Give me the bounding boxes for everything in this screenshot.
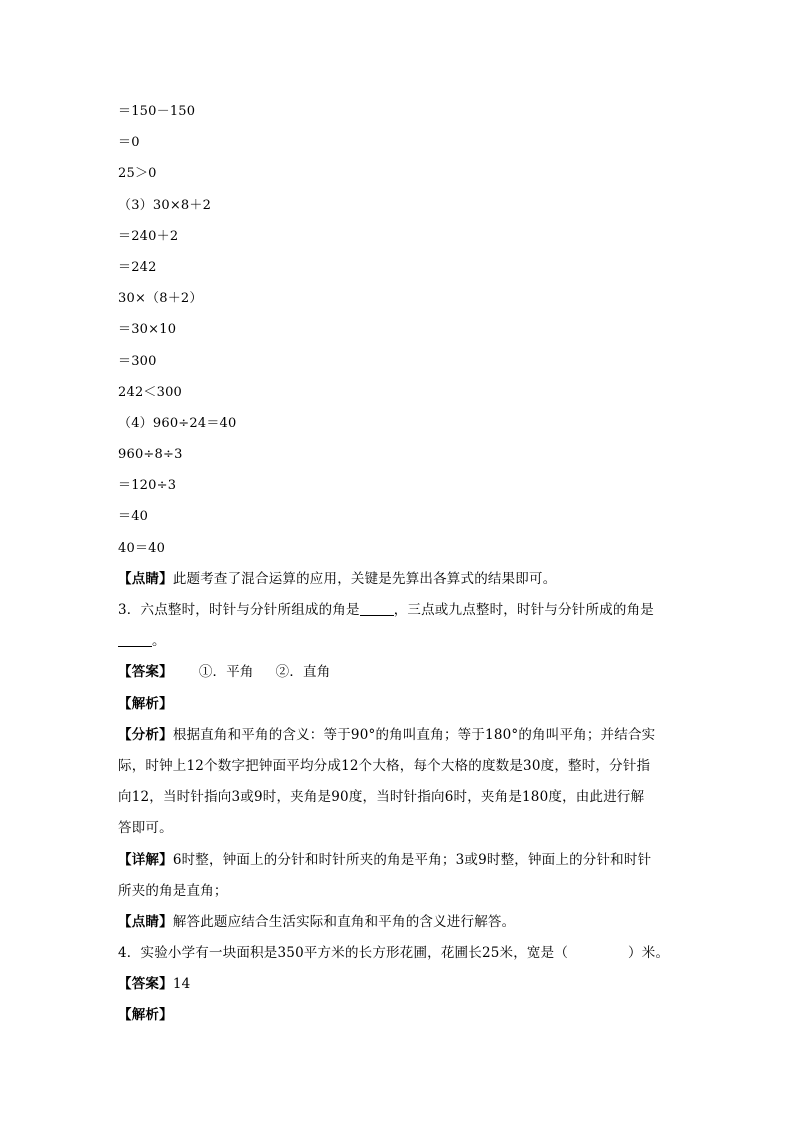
remark-text: 解答此题应结合生活实际和直角和平角的含义进行解答。 (172, 913, 516, 930)
calc-line: ＝30×10 (118, 322, 177, 338)
analysis-tag: 【分析】 (118, 726, 173, 743)
remark-line-2 (118, 907, 678, 938)
detail-text: 6时整，钟面上的分针和时针所夹的角是平角；3或9时整，钟面上的分针和时针 (172, 851, 652, 868)
analysis-text: 根据直角和平角的含义：等于90°的角叫直角；等于180°的角叫平角；并结合实 (172, 726, 656, 743)
answer-line (118, 657, 678, 688)
remark-tag: 【点睛】 (118, 570, 173, 587)
calc-line: ＝240＋2 (118, 228, 179, 244)
answer-blank-2 (118, 632, 152, 647)
detail-tag: 【详解】 (118, 851, 173, 868)
analysis-line-4: 答即可。 (118, 820, 173, 837)
answer-tag: 【答案】 (118, 976, 173, 993)
remark-tag: 【点睛】 (118, 913, 173, 930)
calc-line: 40＝40 (118, 540, 166, 556)
calc-line: （4）960÷24＝40 (118, 415, 237, 431)
calc-line: 30×（8＋2） (118, 291, 203, 307)
answer-value: 14 (172, 976, 191, 993)
question-3-part1: 3．六点整时，时针与分针所组成的角是 (118, 602, 360, 618)
question-4-text: 4．实验小学有一块面积是350平方米的长方形花圃，花圃长25米，宽是（ (118, 945, 569, 962)
calc-line: ＝120÷3 (118, 478, 177, 494)
question-4-end: ）米。 (628, 945, 670, 962)
calc-line: 960÷8÷3 (118, 447, 183, 463)
document-page (118, 96, 678, 1032)
jiexi-heading: 【解析】 (118, 695, 173, 712)
answer-blank-1 (360, 601, 394, 616)
calc-line: ＝150－150 (118, 104, 196, 119)
calc-line: （3）30×8＋2 (118, 197, 212, 213)
calc-line: ＝300 (118, 353, 157, 369)
analysis-line-1 (118, 720, 678, 751)
calc-line: 242＜300 (118, 384, 183, 400)
detail-line-1 (118, 845, 678, 876)
remark-text: 此题考查了混合运算的应用，关键是先算出各算式的结果即可。 (172, 570, 557, 587)
calc-line: 25＞0 (118, 166, 157, 182)
calc-line: ＝0 (118, 135, 140, 151)
question-3-part2: ，三点或九点整时，时针与分针所成的角是 (393, 602, 655, 618)
analysis-line-2: 际，时钟上12个数字把钟面平均分成12个大格，每个大格的度数是30度，整时，分针指 (118, 757, 651, 774)
answer-line-4 (118, 969, 678, 1000)
question-3-end: 。 (152, 633, 166, 650)
question-4-line (118, 938, 678, 969)
answer-option-1: ①．平角 (198, 664, 254, 681)
detail-line-2: 所夹的角是直角； (118, 882, 228, 899)
answer-option-2: ②．直角 (275, 664, 331, 681)
calc-line: ＝40 (118, 509, 149, 525)
remark-line (118, 564, 678, 595)
analysis-line-3: 向12，当时针指向3或9时，夹角是90度，当时针指向6时，夹角是180度，由此进行解 (118, 789, 645, 806)
jiexi-heading-4: 【解析】 (118, 1007, 173, 1024)
answer-tag: 【答案】 (118, 664, 173, 681)
question-3-line-1 (118, 595, 678, 626)
question-3-line-2 (118, 626, 678, 657)
calc-line: ＝242 (118, 259, 157, 275)
